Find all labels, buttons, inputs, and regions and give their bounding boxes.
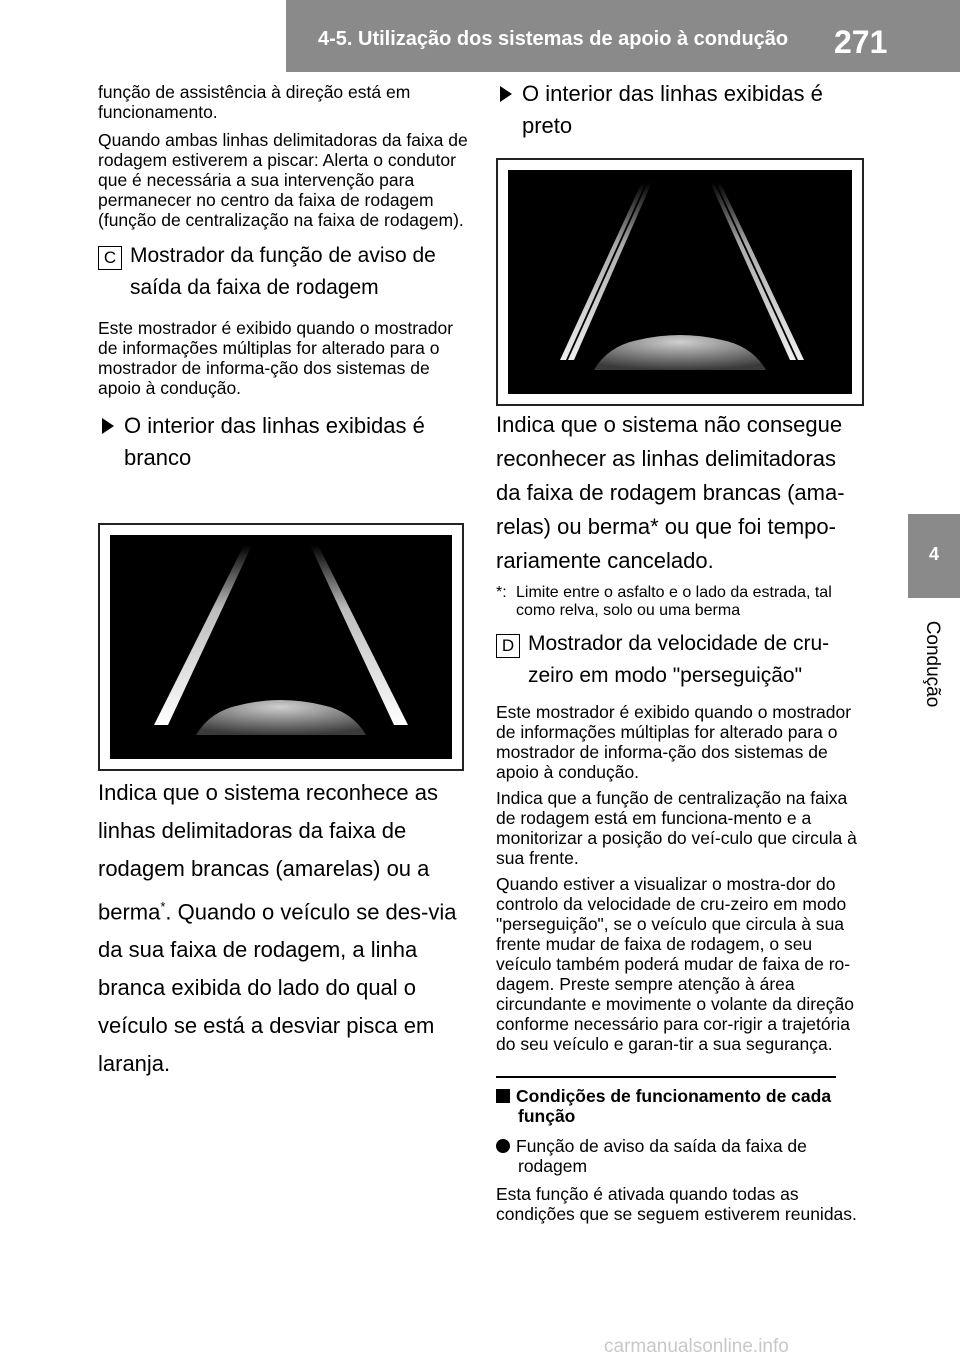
display-screen <box>110 535 452 759</box>
right-column <box>496 78 862 142</box>
paragraph: Este mostrador é exibido quando o mostrador de informações múltiplas for alterado para o mostrador de informa-ção dos sistemas de apoio à condução. <box>496 702 852 782</box>
bullet-item-text: Função de aviso da saída da faixa de rodagem <box>516 1136 807 1176</box>
lane-lines-white-image <box>110 535 452 759</box>
triangle-bullet-icon <box>500 86 512 102</box>
left-lower <box>98 774 468 1083</box>
list-item-black <box>496 78 867 142</box>
chapter-number: 4 <box>928 544 939 564</box>
watermark: carmanualsonline.info <box>604 1336 789 1357</box>
chapter-label-text: Condução <box>922 620 943 708</box>
heading-d <box>496 628 873 692</box>
section-divider <box>496 1076 836 1078</box>
paragraph: Indica que o sistema não consegue reconhecer as linhas delimitadoras da faixa de rodagem brancas (ama-relas) ou berma* ou que foi tempo-rariamente cancelado. <box>496 412 845 573</box>
page-number: 271 <box>834 24 888 60</box>
left-column <box>98 82 468 474</box>
right-lower <box>496 408 862 1224</box>
heading-d-text: Mostrador da velocidade de cru-zeiro em modo "perseguição" <box>528 632 830 687</box>
heading-c-text: Mostrador da função de aviso de saída da faixa de rodagem <box>130 244 436 299</box>
letter-d-badge: D <box>496 634 520 658</box>
section-heading-text: Condições de funcionamento de cada função <box>516 1086 832 1126</box>
footnote-text: Limite entre o asfalto e o lado da estrada, tal como relva, solo ou uma berma <box>516 584 832 619</box>
paragraph: Quando ambas linhas delimitadoras da faixa de rodagem estiverem a piscar: Alerta o condutor que é necessária a sua intervenção para permanecer no centro da faixa de rodagem (função de centralização na faixa de rodagem). <box>98 130 468 230</box>
list-item-white <box>98 410 469 474</box>
letter-c-badge: C <box>98 246 122 270</box>
display-screen <box>508 170 852 394</box>
bullet-item <box>496 1136 862 1176</box>
lane-display-figure-white <box>98 523 464 771</box>
paragraph: Indica que a função de centralização na faixa de rodagem está em funciona-mento e a monitorizar a posição do veí-culo que circula à sua frente. <box>496 788 857 868</box>
lane-lines-black-image <box>508 170 852 394</box>
paragraph: função de assistência à direção está em funcionamento. <box>98 82 411 122</box>
footnote-star: * <box>160 899 166 914</box>
desc-white-text-1: Indica que o sistema reconhece as linhas delimitadoras da faixa de rodagem brancas (amarelas) ou a berma <box>98 780 438 925</box>
square-bullet-icon <box>496 1089 510 1103</box>
heading-c <box>98 240 475 304</box>
chapter-label <box>912 614 952 714</box>
section-heading <box>496 1086 862 1126</box>
item-text: O interior das linhas exibidas é preto <box>522 81 823 138</box>
paragraph <box>98 774 468 1083</box>
paragraph: Esta função é ativada quando todas as condições que se seguem estiverem reunidas. <box>496 1184 857 1224</box>
section-title: 4-5. Utilização dos sistemas de apoio à condução <box>318 28 789 50</box>
footnote <box>496 584 836 620</box>
item-text: O interior das linhas exibidas é branco <box>124 413 425 470</box>
paragraph: Este mostrador é exibido quando o mostrador de informações múltiplas for alterado para o mostrador de informa-ção dos sistemas de apoio à condução. <box>98 318 454 398</box>
triangle-bullet-icon <box>102 418 114 434</box>
desc-white-text-2: . Quando o veículo se des-via da sua faixa de rodagem, a linha branca exibida do lado do qual o veículo se está a desviar pisca em laranja. <box>98 899 457 1077</box>
footnote-mark: *: <box>496 584 507 601</box>
paragraph: Quando estiver a visualizar o mostra-dor do controlo da velocidade de cru-zeiro em modo "perseguição", se o veículo que circula à sua frente mudar de faixa de rodagem, o seu veículo também poderá mudar de faixa de ro-dagem. Preste sempre atenção à área circundante e movimente o volante da direção conforme necessário para cor-rigir a trajetória do seu veículo e garan-tir a sua segurança. <box>496 874 854 1054</box>
lane-display-figure-black <box>496 158 864 406</box>
circle-bullet-icon <box>496 1139 510 1153</box>
